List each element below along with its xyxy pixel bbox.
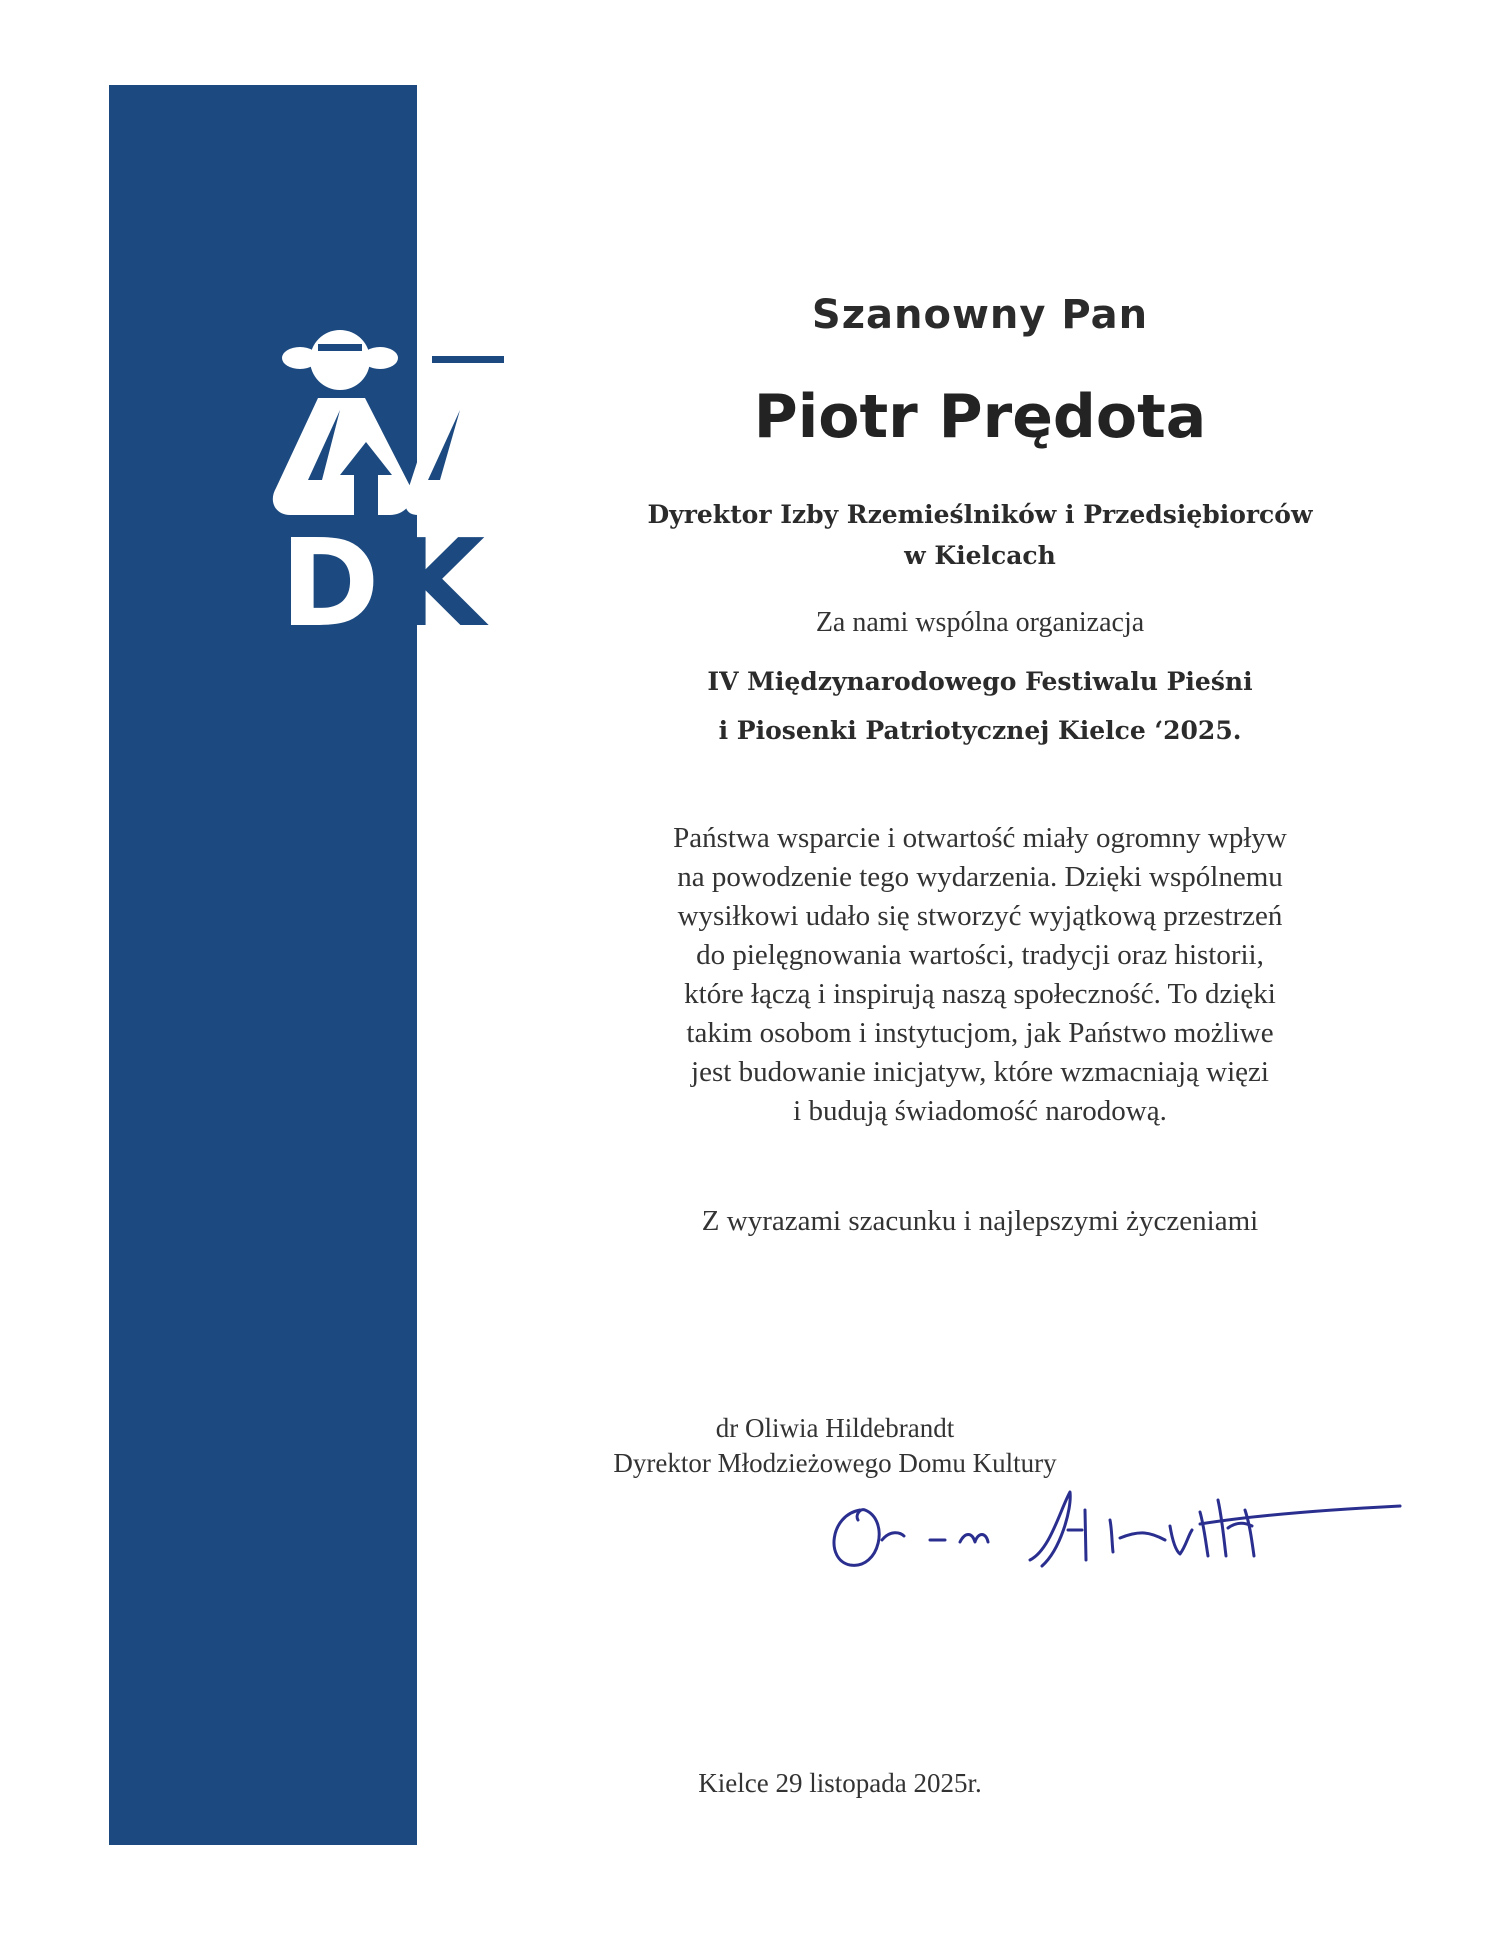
- logo-letters-k: K: [392, 515, 485, 654]
- recipient-title-line1: Dyrektor Izby Rzemieślników i Przedsiębiorców: [647, 500, 1313, 529]
- body-line: i budują świadomość narodową.: [793, 1095, 1167, 1127]
- body-line: jest budowanie inicjatyw, które wzmacniają więzi: [691, 1056, 1269, 1088]
- body-line: wysiłkowi udało się stworzyć wyjątkową przestrzeń: [677, 900, 1283, 932]
- closing-text: Z wyrazami szacunku i najlepszymi życzeniami: [701, 1205, 1259, 1237]
- letter-content: [530, 0, 1430, 1933]
- logo-letters: D: [280, 515, 380, 654]
- handwritten-signature-icon: [820, 1470, 1420, 1590]
- body-line: które łączą i inspirują naszą społeczność. To dzięki: [684, 978, 1276, 1010]
- event-name-line1: IV Międzynarodowego Festiwalu Pieśni: [707, 667, 1253, 696]
- body-line: takim osobom i instytucjom, jak Państwo możliwe: [686, 1017, 1274, 1049]
- body-line: Państwa wsparcie i otwartość miały ogromny wpływ: [673, 822, 1287, 854]
- mdk-children-logo-icon: [270, 330, 550, 660]
- intro-text: Za nami wspólna organizacja: [815, 607, 1145, 638]
- body-line: do pielęgnowania wartości, tradycji oraz historii,: [696, 939, 1264, 971]
- body-line: na powodzenie tego wydarzenia. Dzięki wspólnemu: [677, 861, 1283, 893]
- place-and-date: Kielce 29 listopada 2025r.: [698, 1768, 982, 1798]
- recipient-name: Piotr Prędota: [753, 382, 1207, 452]
- signer-name: dr Oliwia Hildebrandt: [715, 1413, 955, 1443]
- salutation: Szanowny Pan: [811, 292, 1149, 338]
- recipient-title-line2: w Kielcach: [904, 541, 1056, 570]
- event-name-line2: i Piosenki Patriotycznej Kielce ‘2025.: [718, 716, 1242, 745]
- signer-role: Dyrektor Młodzieżowego Domu Kultury: [613, 1448, 1057, 1478]
